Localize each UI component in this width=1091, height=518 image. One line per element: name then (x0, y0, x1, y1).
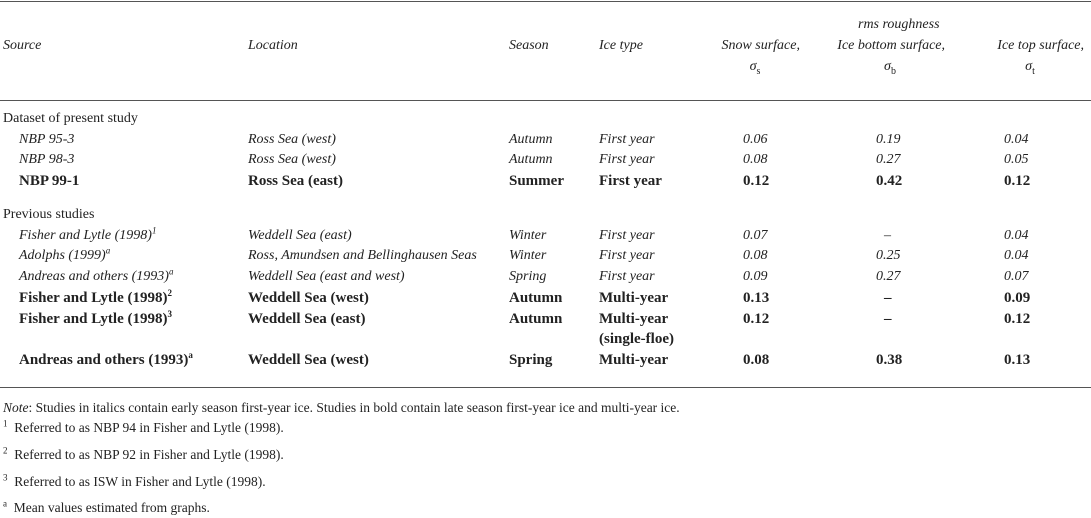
header-snow-symbol: $\sigma_s$ (749, 59, 761, 77)
header-top: Ice top surface, (997, 38, 1084, 53)
section-title-present: Dataset of present study (3, 111, 138, 126)
header-rms-roughness: rms roughness (858, 17, 940, 32)
section-title-previous: Previous studies (3, 207, 95, 222)
header-rule (0, 100, 1091, 101)
header-snow: Snow surface, (721, 38, 800, 53)
footnote-2: $^2$ Referred to as NBP 92 in Fisher and Lytle (1998). (3, 445, 284, 462)
footnote-3: $^3$ Referred to as ISW in Fisher and Lytle (1998). (3, 472, 266, 489)
header-location: Location (248, 38, 298, 53)
table-note: Note: Studies in italics contain early season first-year ice. Studies in bold contain late season first-year ice and multi-year ice. (3, 400, 680, 415)
bottom-rule (0, 387, 1091, 388)
top-rule (0, 1, 1091, 2)
header-top-symbol: $\sigma_t$ (1025, 59, 1035, 77)
header-source: Source (3, 38, 42, 53)
header-season: Season (509, 38, 549, 53)
footnote-1: $^1$ Referred to as NBP 94 in Fisher and Lytle (1998). (3, 418, 284, 435)
header-ice-type: Ice type (599, 38, 643, 53)
header-bottom-symbol: $\sigma_b$ (884, 59, 896, 77)
footnote-a: $^a$ Mean values estimated from graphs. (3, 498, 210, 515)
header-bottom: Ice bottom surface, (837, 38, 945, 53)
